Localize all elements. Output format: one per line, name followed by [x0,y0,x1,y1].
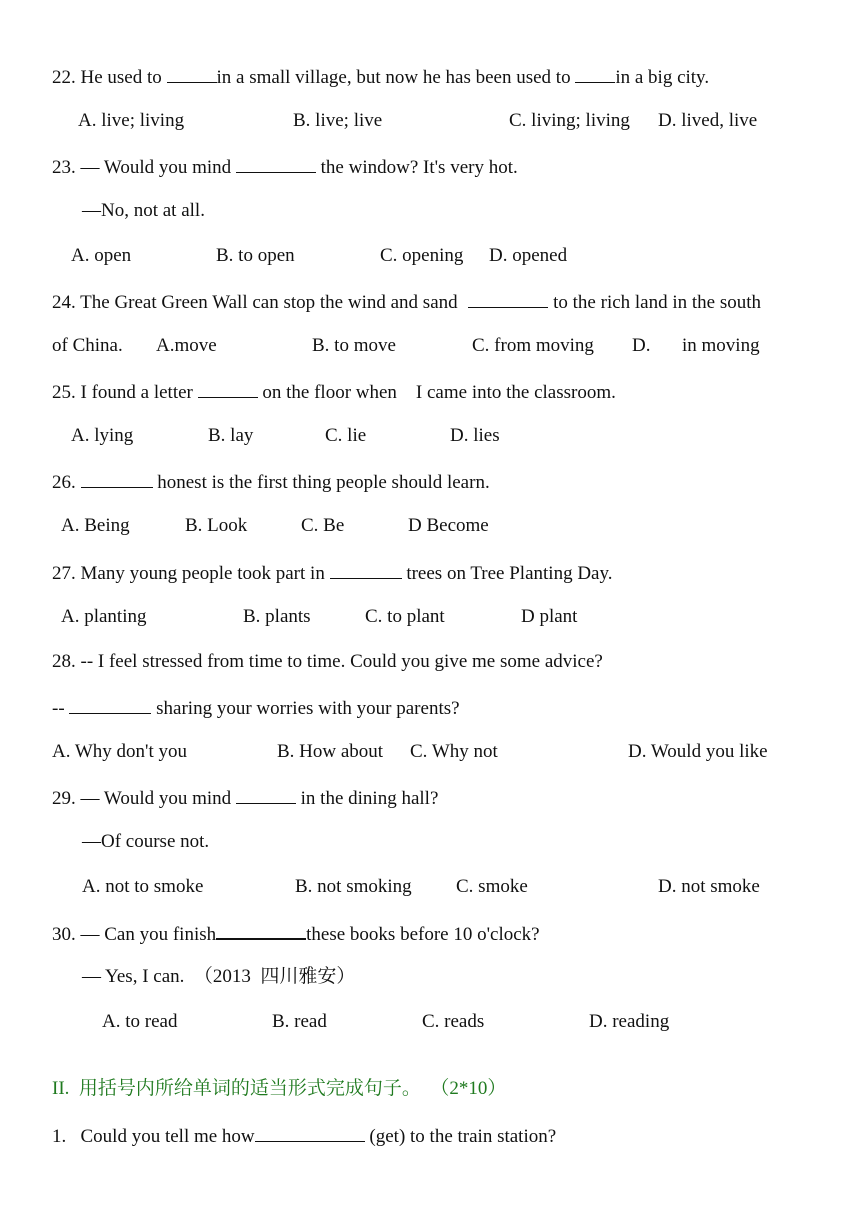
option-a[interactable]: A. planting [61,606,147,627]
question-29-stem [52,785,438,811]
option-d[interactable]: D. reading [589,1011,670,1032]
answer-blank[interactable] [330,560,402,579]
question-28-stem: 28. -- I feel stressed from time to time. Could you give me some advice? [52,651,603,672]
answer-blank[interactable] [468,289,548,308]
option-a[interactable]: A. not to smoke [82,876,204,897]
q23-tail: the window? It's very hot. [315,157,518,178]
question-30-stem [52,920,540,947]
q23-lead: 23. — Would you mind [52,157,236,178]
option-d-text[interactable]: in moving [682,335,760,356]
option-a[interactable]: A. to read [102,1011,178,1032]
option-a[interactable]: A.move [156,335,217,356]
q24-lead: 24. The Great Green Wall can stop the wind and sand [52,292,463,313]
option-b[interactable]: B. How about [277,741,384,762]
option-d[interactable]: D Become [408,515,489,536]
q24-continuation: of China. [52,335,123,356]
q30-tail: these books before 10 o'clock? [306,924,540,945]
option-d[interactable]: D plant [521,606,578,627]
section-2-question-1 [52,1123,556,1149]
q23-reply: —No, not at all. [82,200,205,221]
q28-lead: -- [52,698,70,719]
option-c[interactable]: C. to plant [365,606,445,627]
option-a[interactable]: A. live; living [78,110,185,131]
answer-blank[interactable] [575,64,615,83]
option-c[interactable]: C. Be [301,515,345,536]
option-c[interactable]: C. smoke [456,876,528,897]
question-26-stem [52,469,490,495]
answer-blank[interactable] [216,920,306,940]
option-a[interactable]: A. lying [71,425,134,446]
q30-reply: — Yes, I can. （2013 四川雅安） [82,966,356,987]
question-27-stem [52,560,613,586]
q22-tail: in a big city. [615,67,710,88]
option-c[interactable]: C. reads [422,1011,485,1032]
option-b[interactable]: B. plants [243,606,311,627]
q29-lead: 29. — Would you mind [52,788,236,809]
q29-reply: —Of course not. [82,831,210,852]
option-c[interactable]: C. from moving [472,335,594,356]
answer-blank[interactable] [255,1123,365,1142]
question-28-response [52,695,460,721]
option-c[interactable]: C. living; living [509,110,630,131]
q29-tail: in the dining hall? [295,788,439,809]
answer-blank[interactable] [198,379,258,398]
answer-blank[interactable] [167,64,217,83]
option-d[interactable]: D. lies [450,425,500,446]
option-b[interactable]: B. to open [216,245,295,266]
option-b[interactable]: B. live; live [293,110,383,131]
option-b[interactable]: B. not smoking [295,876,412,897]
option-b[interactable]: B. read [272,1011,327,1032]
option-a[interactable]: A. open [71,245,132,266]
answer-blank[interactable] [81,469,153,488]
option-c[interactable]: C. Why not [410,741,498,762]
q27-lead: 27. Many young people took part in [52,563,330,584]
question-23-stem [52,154,518,180]
question-25-stem [52,379,616,405]
option-b[interactable]: B. Look [185,515,248,536]
q26-lead: 26. [52,472,81,493]
question-22-stem [52,64,709,90]
option-b[interactable]: B. lay [208,425,254,446]
q28-tail: sharing your worries with your parents? [151,698,460,719]
option-c[interactable]: C. lie [325,425,367,446]
q30-lead: 30. — Can you finish [52,924,217,945]
q24-tail: to the rich land in the south [548,292,762,313]
option-d[interactable]: D. opened [489,245,568,266]
q25-tail: on the floor when I came into the classroom. [257,382,616,403]
answer-blank[interactable] [236,154,316,173]
q26-tail: honest is the first thing people should learn. [152,472,490,493]
option-d[interactable]: D. [632,335,651,356]
q22-lead: 22. He used to [52,67,167,88]
option-d[interactable]: D. Would you like [628,741,768,762]
option-a[interactable]: A. Being [61,515,130,536]
s2-q1-tail: (get) to the train station? [364,1126,557,1147]
option-b[interactable]: B. to move [312,335,396,356]
q27-tail: trees on Tree Planting Day. [401,563,613,584]
answer-blank[interactable] [69,695,151,714]
q22-mid: in a small village, but now he has been used to [216,67,576,88]
question-24-stem [52,289,761,315]
answer-blank[interactable] [236,785,296,804]
option-d[interactable]: D. not smoke [658,876,760,897]
option-a[interactable]: A. Why don't you [52,741,188,762]
option-d[interactable]: D. lived, live [658,110,758,131]
option-c[interactable]: C. opening [380,245,464,266]
s2-q1-lead: 1. Could you tell me how [52,1126,255,1147]
q25-lead: 25. I found a letter [52,382,198,403]
section-2-heading: II. 用括号内所给单词的适当形式完成句子。 （2*10） [52,1078,507,1099]
